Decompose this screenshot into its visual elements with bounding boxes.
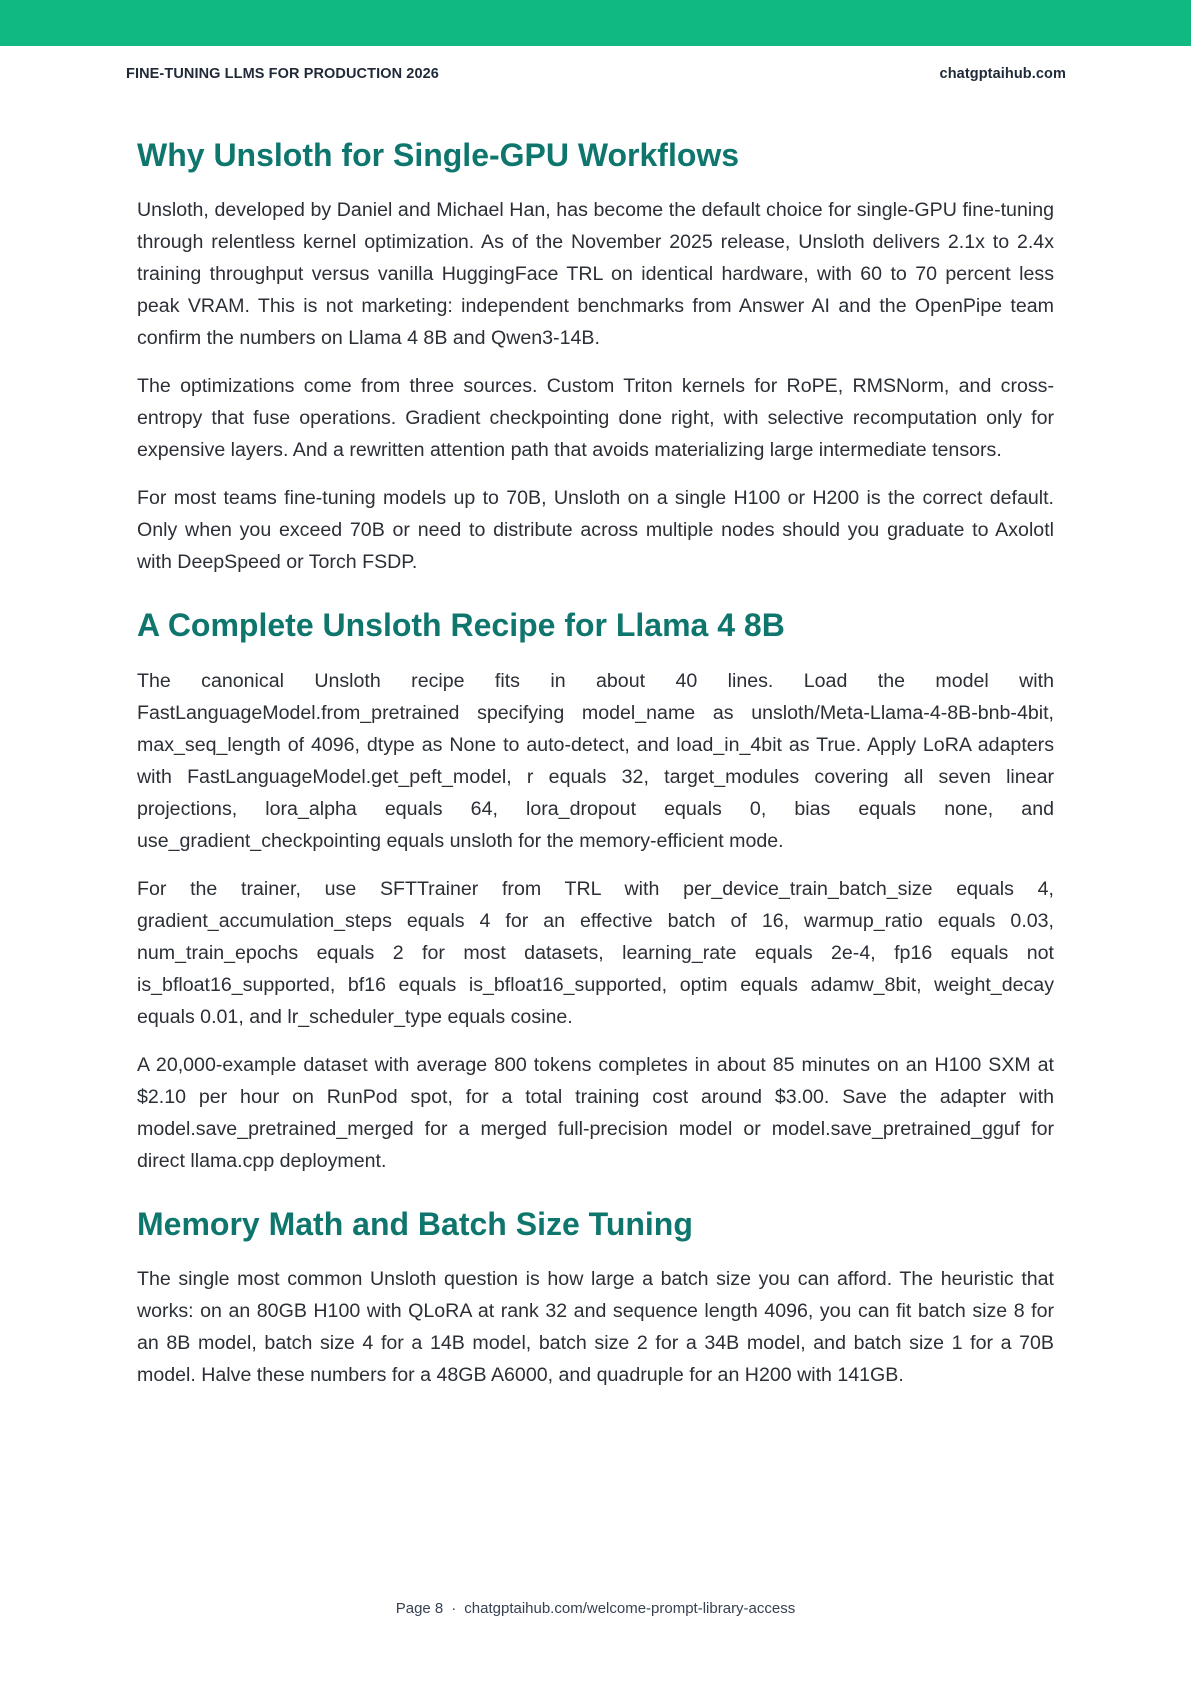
footer-separator: · bbox=[451, 1600, 457, 1617]
header-document-title: FINE-TUNING LLMS FOR PRODUCTION 2026 bbox=[126, 66, 439, 82]
paragraph: For most teams fine-tuning models up to 70B, Unsloth on a single H100 or H200 is the correct default. Only when you exceed 70B or need to distribute across multiple nodes should you graduate to Axolotl with DeepSpeed or Torch FSDP. bbox=[137, 487, 1054, 574]
header-site-name: chatgptaihub.com bbox=[939, 66, 1066, 82]
footer-url: chatgptaihub.com/welcome-prompt-library-access bbox=[464, 1600, 796, 1617]
section-heading: Memory Math and Batch Size Tuning bbox=[137, 1205, 693, 1242]
page-footer bbox=[0, 1600, 1191, 1617]
section-unsloth-recipe bbox=[137, 606, 1054, 1176]
paragraph: Unsloth, developed by Daniel and Michael Han, has become the default choice for single-GPU fine-tuning through relentless kernel optimization. As of the November 2025 release, Unsloth delivers 2.1x to 2.4x training throughput versus vanilla HuggingFace TRL on identical hardware, with 60 to 70 percent less peak VRAM. This is not marketing: independent benchmarks from Answer AI and the OpenPipe team confirm the numbers on Llama 4 8B and Qwen3-14B. bbox=[137, 199, 1054, 350]
running-header bbox=[126, 66, 1066, 82]
page-content bbox=[137, 136, 1054, 1391]
section-memory-math bbox=[137, 1205, 1054, 1391]
paragraph: The single most common Unsloth question is how large a batch size you can afford. The heuristic that works: on an 80GB H100 with QLoRA at rank 32 and sequence length 4096, you can fit batch size 8 for an 8B model, batch size 4 for a 14B model, batch size 2 for a 34B model, and batch size 1 for a 70B model. Halve these numbers for a 48GB A6000, and quadruple for an H200 with 141GB. bbox=[137, 1268, 1054, 1387]
section-heading: A Complete Unsloth Recipe for Llama 4 8B bbox=[137, 607, 785, 644]
paragraph: For the trainer, use SFTTrainer from TRL with per_device_train_batch_size equals 4, gradient_accumulation_steps equals 4 for an effective batch of 16, warmup_ratio equals 0.03, num_train_epochs equals 2 for most datasets, learning_rate equals 2e-4, fp16 equals not is_bfloat16_supported, bf16 equals is_bfloat16_supported, optim equals adamw_8bit, weight_decay equals 0.01, and lr_scheduler_type equals cosine. bbox=[137, 877, 1054, 1028]
section-why-unsloth bbox=[137, 136, 1054, 578]
section-heading: Why Unsloth for Single-GPU Workflows bbox=[137, 137, 740, 173]
paragraph: A 20,000-example dataset with average 800 tokens completes in about 85 minutes on an H100 SXM at $2.10 per hour on RunPod spot, for a total training cost around $3.00. Save the adapter with model.save_pretrained_merged for a merged full-precision model or model.save_pretrained_gguf for direct llama.cpp deployment. bbox=[137, 1053, 1054, 1172]
footer-page-number: Page 8 bbox=[395, 1600, 444, 1617]
top-accent-bar bbox=[0, 0, 1191, 46]
paragraph: The canonical Unsloth recipe fits in about 40 lines. Load the model with FastLanguageModel.from_pretrained specifying model_name as unsloth/Meta-Llama-4-8B-bnb-4bit, max_seq_length of 4096, dtype as None to auto-detect, and load_in_4bit as True. Apply LoRA adapters with FastLanguageModel.get_peft_model, r equals 32, target_modules covering all seven linear projections, lora_alpha equals 64, lora_dropout equals 0, bias equals none, and use_gradient_checkpointing equals unsloth for the memory-efficient mode. bbox=[137, 669, 1054, 852]
paragraph: The optimizations come from three sources. Custom Triton kernels for RoPE, RMSNorm, and cross-entropy that fuse operations. Gradient checkpointing done right, with selective recomputation only for expensive layers. And a rewritten attention path that avoids materializing large intermediate tensors. bbox=[137, 375, 1054, 462]
